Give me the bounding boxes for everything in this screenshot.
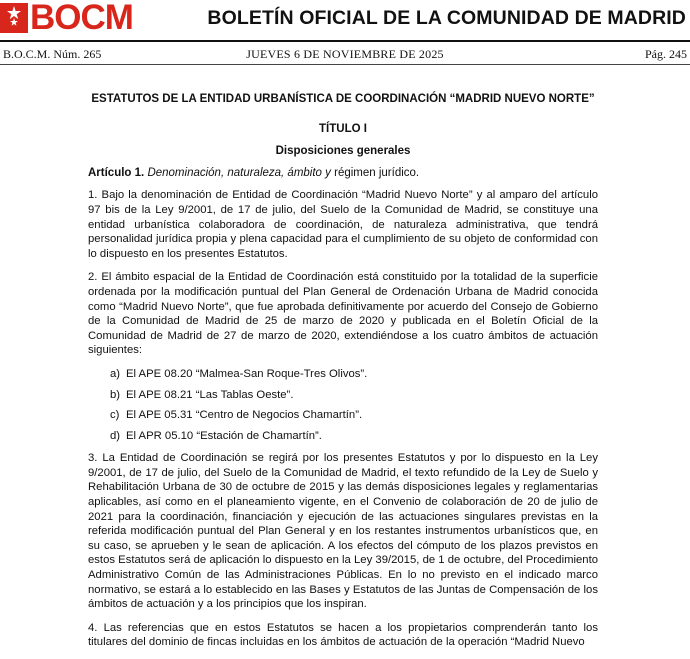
list-item-letter: a) <box>110 367 121 380</box>
list-item <box>88 388 598 403</box>
document-title: ESTATUTOS DE LA ENTIDAD URBANÍSTICA DE COORDINACIÓN “MADRID NUEVO NORTE” <box>91 93 595 105</box>
paragraph-1: 1. Bajo la denominación de Entidad de Coordinación “Madrid Nuevo Norte” y al amparo del artículo 97 bis de la Ley 9/2001, de 17 de julio, del Suelo de la Comunidad de Madrid, se constituye una entidad urbanística colaboradora de coordinación, de naturaleza administrativa, que tendrá personalidad jurídica propia y plena capacidad para el cumplimiento de su objeto de conformidad con lo dispuesto en los presentes Estatutos. <box>88 189 598 260</box>
running-header-divider <box>0 64 690 65</box>
list-item <box>88 367 598 382</box>
paragraph-3: 3. La Entidad de Coordinación se regirá por los presentes Estatutos y por lo dispuesto en la Ley 9/2001, de 17 de julio, del Suelo de la Comunidad de Madrid, el texto refundido de la Ley de Suelo y Rehabilitación Urbana de 30 de octubre de 2015 y las demás disposiciones legales y reglamentarias aplicables, así como en el planeamiento vigente, en el Convenio de colaboración de 20 de julio de 2021 para la coordinación, financiación y ejecución de las actuaciones singulares previstas en la referida modificación puntual del Plan General y en los restantes instrumentos urbanísticos que, en su caso, se aprueben y le sean de aplicación. A los efectos del cómputo de los plazos previstos en estos Estatutos será de aplicación lo dispuesto en la Ley 39/2015, de 1 de octubre, del Procedimiento Administrativo Común de las Administraciones Públicas. En lo no previsto en el indicado marco normativo, se estará a lo establecido en las Bases y Estatutos de las Juntas de Compensación de los ámbitos de actuación y a los principios que los inspiran. <box>88 452 598 611</box>
journal-title: BOLETÍN OFICIAL DE LA COMUNIDAD DE MADRID <box>207 7 686 29</box>
list-item <box>88 408 598 423</box>
logo-wordmark: BOCM <box>30 0 133 37</box>
section-heading: Disposiciones generales <box>275 145 411 158</box>
list-item-text: El APE 05.31 “Centro de Negocios Chamartín”. <box>126 409 363 422</box>
action-areas-list <box>88 367 598 443</box>
list-item-text: El APE 08.21 “Las Tablas Oeste”. <box>126 388 294 401</box>
article-description: Denominación, naturaleza, ámbito y <box>147 166 331 179</box>
list-item <box>88 429 598 444</box>
article-description-tail: régimen jurídico. <box>334 166 420 179</box>
list-item-letter: d) <box>110 429 121 442</box>
issue-number: B.O.C.M. Núm. 265 <box>3 47 102 61</box>
masthead <box>0 0 690 42</box>
article-number: Artículo 1. <box>88 166 145 179</box>
paragraph-2: 2. El ámbito espacial de la Entidad de Coordinación está constituido por la totalidad de la superficie ordenada por la modificación puntual del Plan General de Ordenación Urbana de Madrid conocida como “Madrid Nuevo Norte”, que fue aprobada definitivamente por acuerdo del Consejo de Gobierno de la Comunidad de Madrid de 25 de marzo de 2020 y publicada en el Boletín Oficial de la Comunidad de Madrid de 27 de marzo de 2020, extendiéndose a los cuatro ámbitos de actuación siguientes: <box>88 271 598 357</box>
bocm-logo <box>0 1 133 35</box>
running-header <box>0 47 690 63</box>
list-item-letter: c) <box>110 409 120 422</box>
page-number: Pág. 245 <box>645 47 687 61</box>
document-body <box>88 92 598 659</box>
paragraph-4: 4. Las referencias que en estos Estatutos se hacen a los propietarios comprenderán tanto los titulares del dominio de fincas incluidas en los ámbitos de actuación de la operación “Madrid Nuevo <box>88 621 598 649</box>
list-item-text: El APR 05.10 “Estación de Chamartín”. <box>126 429 322 442</box>
list-item-letter: b) <box>110 388 121 401</box>
header-divider <box>0 40 690 42</box>
madrid-star-flag-icon <box>0 3 28 33</box>
list-item-text: El APE 08.20 “Malmea-San Roque-Tres Olivos”. <box>126 367 368 380</box>
article-heading <box>88 166 598 181</box>
title-heading: TÍTULO I <box>319 122 367 135</box>
issue-date: JUEVES 6 DE NOVIEMBRE DE 2025 <box>246 47 444 61</box>
